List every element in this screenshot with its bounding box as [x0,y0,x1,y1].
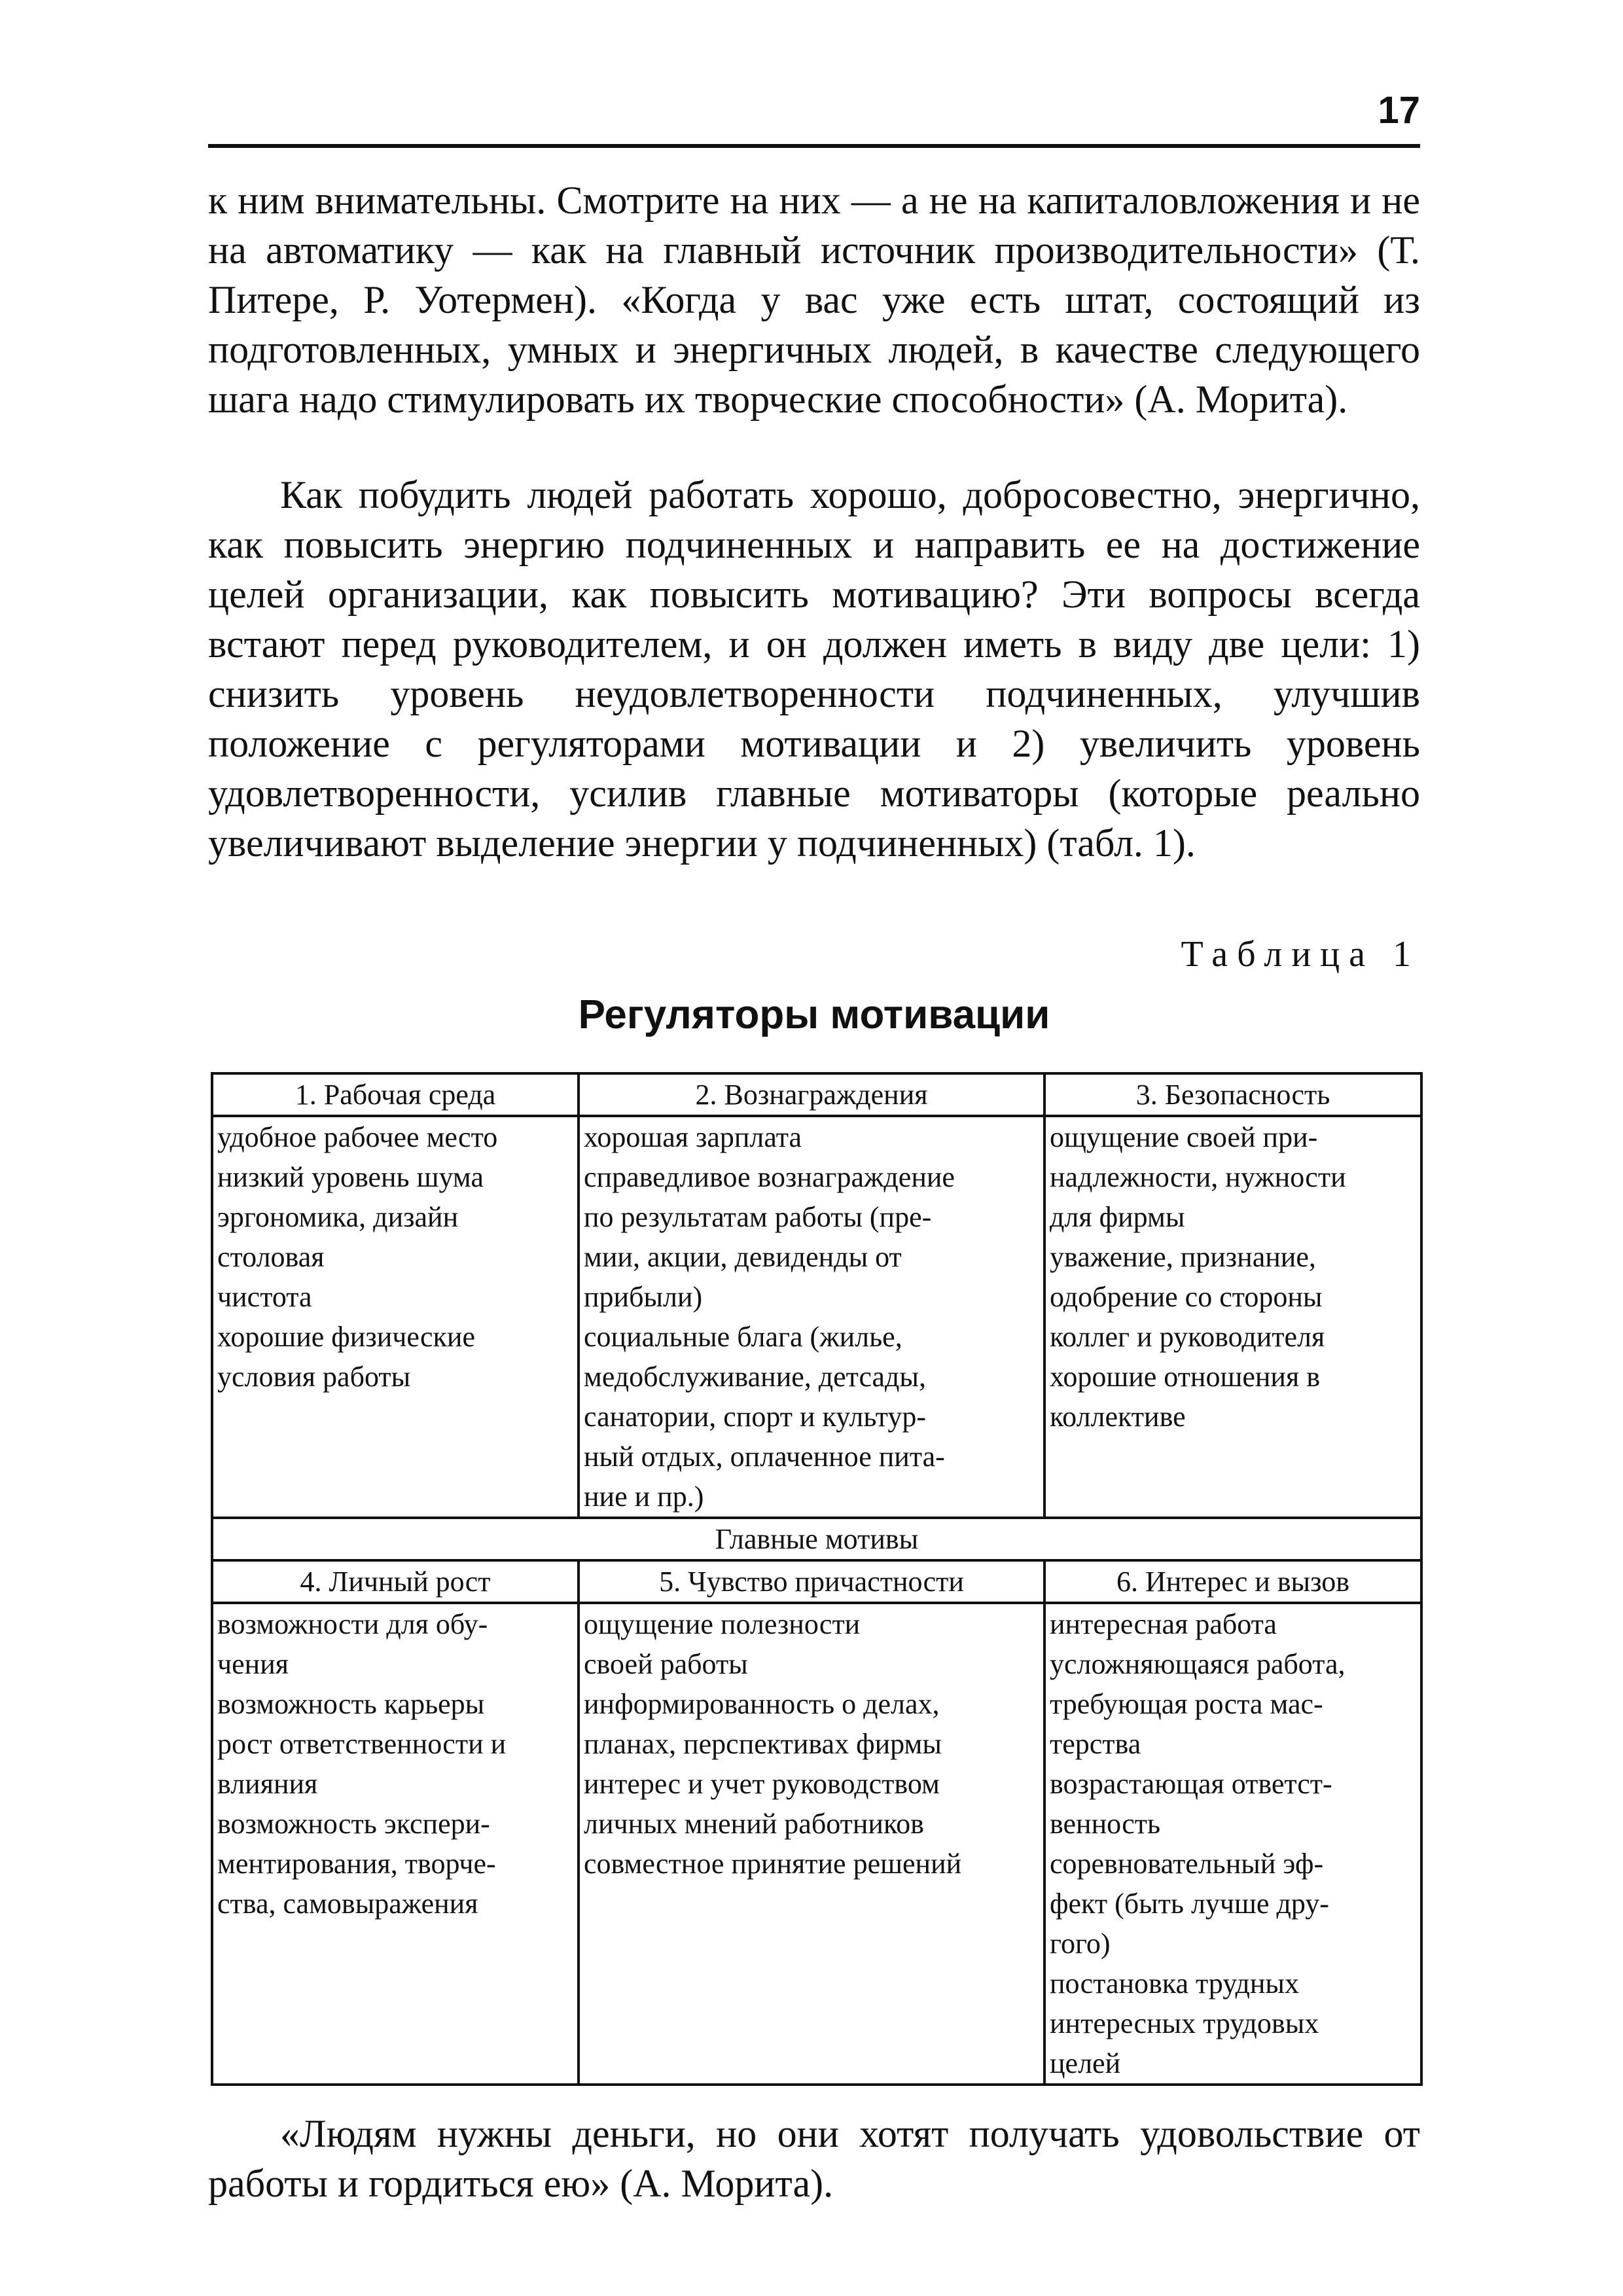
cell-line: ощущение полезности [584,1608,861,1640]
cell-line: прибыли) [584,1281,703,1313]
cell-line: ментирования, творче- [217,1848,496,1880]
header-rewards: 2. Вознаграждения [579,1073,1044,1116]
cell-line: терства [1050,1728,1141,1760]
cell-line: по результатам работы (пре- [584,1201,932,1233]
table-section-row [212,1518,1421,1560]
cell-line: постановка трудных [1050,1967,1299,2000]
cell-line: социальные блага (жилье, [584,1321,902,1353]
paragraph-2: Как побудить людей работать хорошо, добросовестно, энергично, как повысить энергию подчиненных и направить ее на достижение целей организации, как повысить мотивацию? Эти вопросы всегда встают перед руководителем, и он должен иметь в виду две цели: 1) снизить уровень неудовлетворенности подчиненных, улучшив положение с регуляторами мотивации и 2) увеличить уровень удовлетворенности, усилив главные мотиваторы (которые реально увеличивают выделение энергии у подчиненных) (табл. 1). [208,473,1420,865]
cell-interest-challenge [1044,1603,1421,2085]
cell-line: возрастающая ответст- [1050,1768,1332,1800]
table-row-regulators [212,1116,1421,1518]
table-label: Таблица 1 [1181,934,1420,975]
cell-line: условия работы [217,1361,411,1393]
cell-line: коллективе [1050,1401,1186,1433]
section-header-main-motives: Главные мотивы [212,1518,1421,1560]
page-number: 17 [1378,89,1420,132]
header-interest-challenge: 6. Интерес и вызов [1044,1560,1421,1603]
cell-line: своей работы [584,1648,748,1680]
cell-line: хорошие отношения в [1050,1361,1320,1393]
cell-line: справедливое вознаграждение [584,1161,955,1193]
cell-line: возможности для обу- [217,1608,488,1640]
cell-line: информированность о делах, [584,1688,940,1720]
cell-line: чистота [217,1281,312,1313]
table-header-row-bottom [212,1560,1421,1603]
cell-line: уважение, признание, [1050,1241,1316,1273]
cell-sense-of-belonging [579,1603,1044,2085]
cell-line: усложняющаяся работа, [1050,1648,1346,1680]
cell-line: личных мнений работников [584,1808,924,1840]
cell-line: мии, акции, девиденды от [584,1241,902,1273]
closing-quote: «Людям нужны деньги, но они хотят получать удовольствие от работы и гордиться ею» (А. Морита). [208,2112,1420,2205]
cell-line: гого) [1050,1928,1111,1960]
cell-line: коллег и руководителя [1050,1321,1325,1353]
header-sense-of-belonging: 5. Чувство причастности [579,1560,1044,1603]
cell-rewards [579,1116,1044,1518]
cell-line: интересных трудовых [1050,2007,1319,2039]
cell-line: фект (быть лучше дру- [1050,1888,1329,1920]
cell-line: возможность экспери- [217,1808,490,1840]
cell-line: для фирмы [1050,1201,1185,1233]
cell-work-environment [212,1116,579,1518]
header-rule [208,144,1420,148]
cell-line: санатории, спорт и культур- [584,1401,927,1433]
cell-line: ства, самовыражения [217,1888,478,1920]
cell-personal-growth [212,1603,579,2085]
cell-line: надлежности, нужности [1050,1161,1346,1193]
motivation-regulators-table [211,1072,1423,2086]
paragraph-1: к ним внимательны. Смотрите на них — а не на капиталовложения и не на автоматику — как на главный источник производительности» (Т. Питере, Р. Уотермен). «Когда у вас уже есть штат, состоящий из подготовленных, умных и энергичных людей, в качестве следующего шага надо стимулировать их творческие способности» (А. Морита). [208,179,1420,421]
cell-line: рост ответственности и [217,1728,507,1760]
cell-line: хорошая зарплата [584,1121,802,1153]
cell-line: совместное принятие решений [584,1848,962,1880]
header-personal-growth: 4. Личный рост [212,1560,579,1603]
cell-line: низкий уровень шума [217,1161,484,1193]
cell-line: медобслуживание, детсады, [584,1361,926,1393]
table-title: Регуляторы мотивации [578,992,1050,1037]
cell-line: ный отдых, оплаченное пита- [584,1441,945,1473]
cell-line: хорошие физические [217,1321,476,1353]
cell-line: возможность карьеры [217,1688,485,1720]
cell-line: планах, перспективах фирмы [584,1728,942,1760]
cell-line: ощущение своей при- [1050,1121,1318,1153]
cell-line: интерес и учет руководством [584,1768,940,1800]
cell-line: удобное рабочее место [217,1121,498,1153]
cell-line: интересная работа [1050,1608,1277,1640]
header-security: 3. Безопасность [1044,1073,1421,1116]
cell-line: влияния [217,1768,318,1800]
cell-line: чения [217,1648,289,1680]
table-header-row-top [212,1073,1421,1116]
cell-line: соревновательный эф- [1050,1848,1324,1880]
cell-line: требующая роста мас- [1050,1688,1323,1720]
header-work-environment: 1. Рабочая среда [212,1073,579,1116]
cell-line: целей [1050,2047,1121,2079]
table-row-motives [212,1603,1421,2085]
cell-line: эргономика, дизайн [217,1201,459,1233]
cell-security [1044,1116,1421,1518]
cell-line: венность [1050,1808,1161,1840]
cell-line: ние и пр.) [584,1480,704,1513]
cell-line: столовая [217,1241,325,1273]
cell-line: одобрение со стороны [1050,1281,1323,1313]
